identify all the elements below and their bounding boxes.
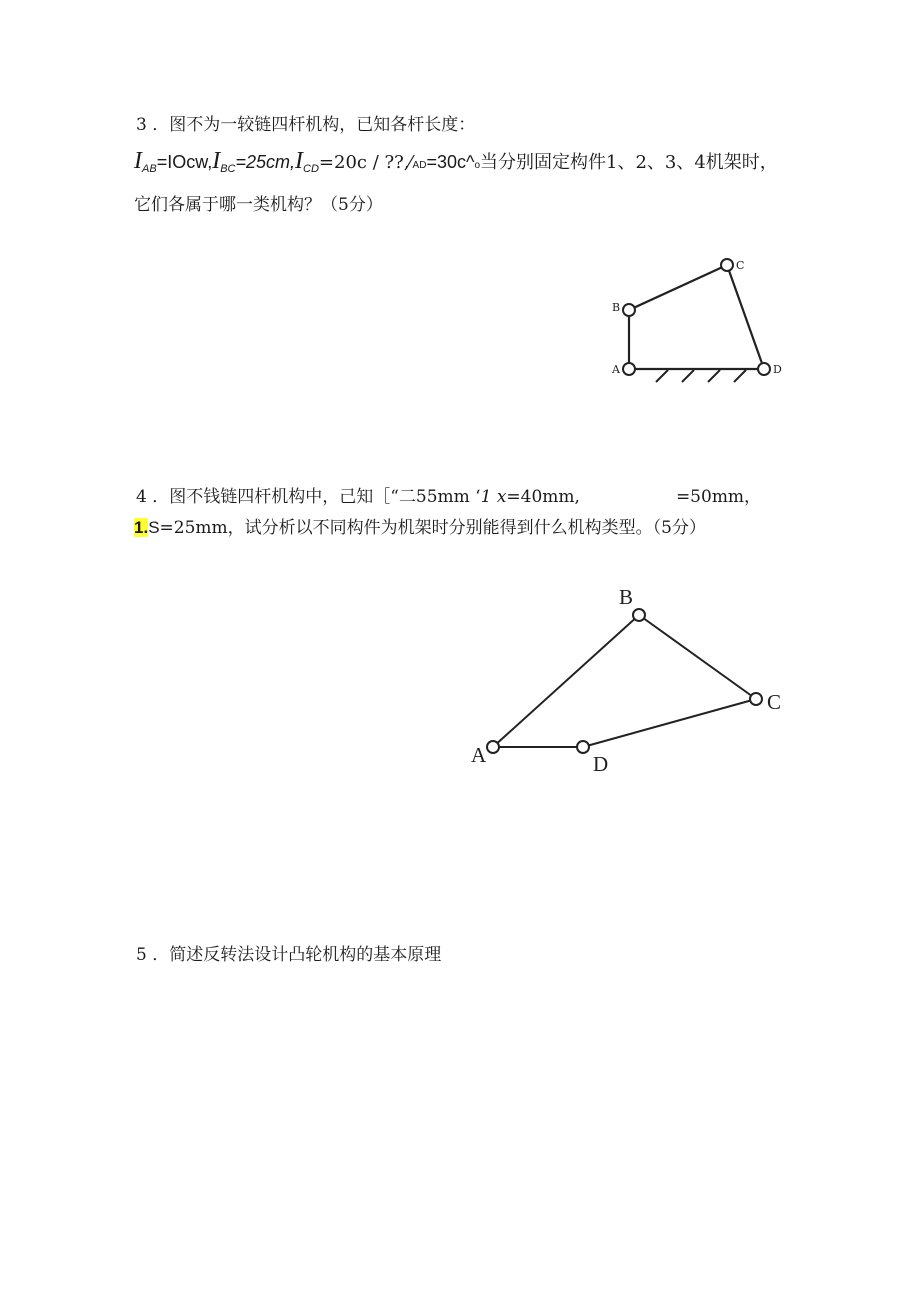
q3-joint-d [758, 363, 770, 375]
q3-value-bc: =25cm, [235, 152, 296, 172]
q3-subscript-bc: BC [220, 163, 236, 175]
q3-instruction-text: 当分别固定构件1、2、3、4机架时， [480, 152, 778, 173]
q3-subscript-cd: CD [303, 163, 319, 175]
q4-joint-c [750, 693, 762, 705]
q4-label-a: A [471, 743, 487, 767]
q3-joint-a [623, 363, 635, 375]
q4-value-40: =40mm, [506, 487, 580, 507]
q4-label-d: D [593, 752, 609, 776]
q3-label-c: C [736, 259, 745, 272]
q3-link-cd [727, 265, 764, 369]
q4-linkage-diagram [493, 615, 756, 747]
q3-label-d: D [773, 363, 782, 376]
q3-joint-c [721, 259, 733, 271]
q4-question-start: 4 ．图不钱链四杆机构中，己知［“二55mm ‘ [136, 487, 481, 507]
q3-label-b: B [612, 301, 621, 314]
q3-label-a: A [612, 363, 620, 376]
q3-symbol-l-ad: ⁄ [409, 152, 413, 172]
q3-symbol-l-ab: I [134, 148, 142, 174]
q4-label-b: B [619, 585, 634, 609]
q3-period-mark: o [474, 160, 480, 171]
q3-ground-hatching [656, 370, 746, 382]
q3-symbol-l-cd: I [295, 148, 304, 174]
q4-link-bc [639, 615, 756, 699]
q3-value-ab: =IOcw, [156, 152, 213, 172]
q3-subscript-ab: AB [142, 163, 157, 175]
q4-joint-a [487, 741, 499, 753]
q4-garbled-symbol: 1 x [480, 487, 507, 507]
q4-joint-d [577, 741, 589, 753]
q4-link-cd [583, 699, 756, 747]
q4-highlight-marker: 1. [134, 518, 149, 537]
q3-symbol-l-bc: I [212, 148, 221, 174]
q3-value-cd: =20c / ??, [318, 152, 410, 173]
q3-joint-b [623, 304, 635, 316]
q3-value-ad: =30c^ [426, 152, 475, 172]
q4-symbol-s: S [148, 518, 160, 537]
q3-link-bc [629, 265, 727, 310]
q3-question-tail: 它们各属于哪一类机构？（5分） [134, 195, 383, 215]
q4-link-ab [493, 615, 639, 747]
q4-joint-b [633, 609, 645, 621]
q4-value-50: =50mm， [675, 487, 762, 507]
q4-label-c: C [767, 690, 782, 714]
q4-instruction-text: =25mm，试分析以不同构件为机架时分别能得到什么机构类型。（5分） [159, 518, 706, 538]
q3-subscript-ad: AD [412, 160, 427, 171]
q3-question-line: 3 ．图不为一较链四杆机构，已知各杆长度： [136, 115, 476, 135]
q5-question-line: 5 ．简述反转法设计凸轮机构的基本原理 [136, 945, 442, 965]
